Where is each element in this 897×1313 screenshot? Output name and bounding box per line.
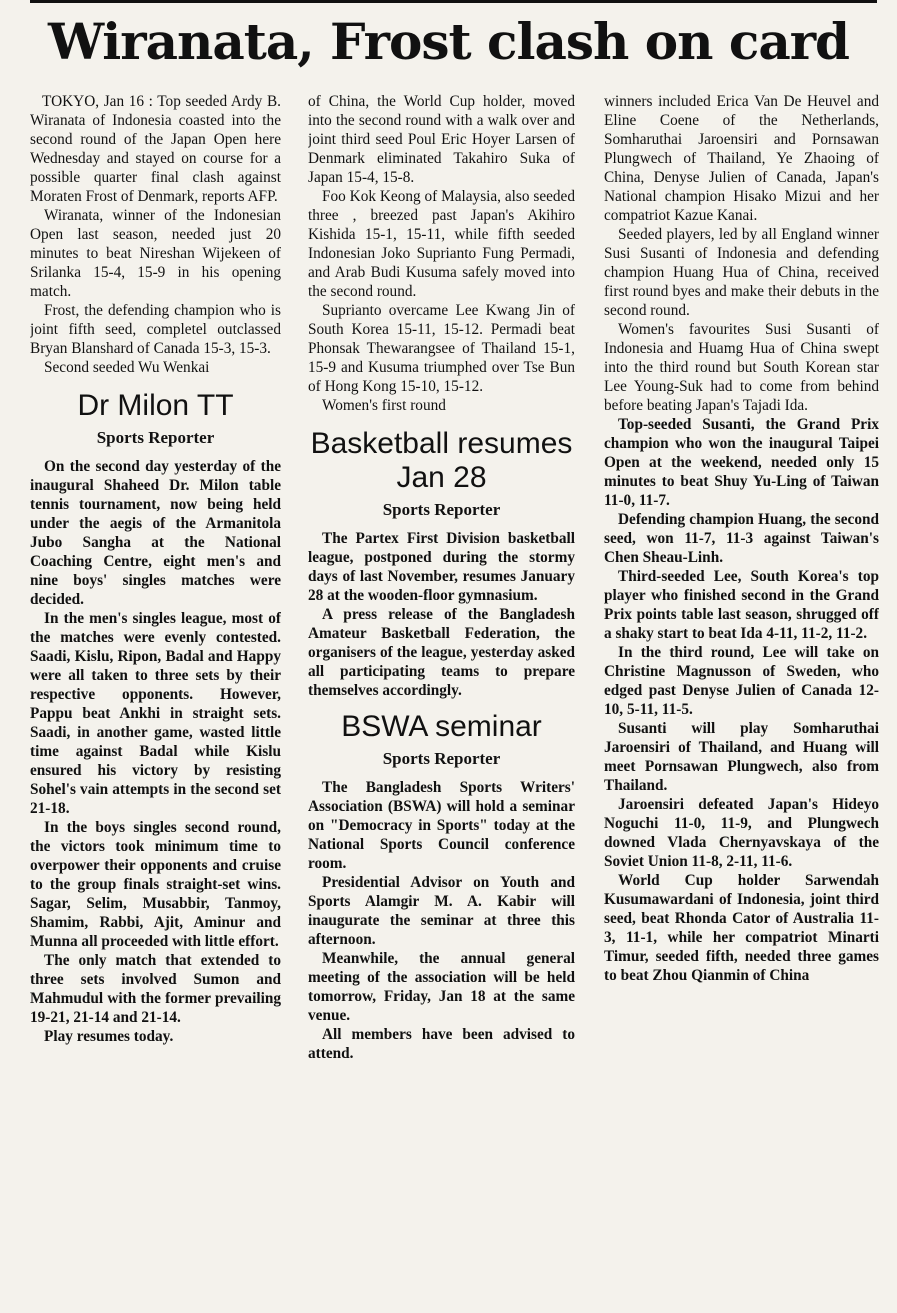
- article-paragraph: Frost, the defending champion who is joint fifth seed, completel outclassed Bryan Blanshard of Canada 15-3, 15-3.: [30, 302, 281, 357]
- article-paragraph: Foo Kok Keong of Malaysia, also seeded three , breezed past Japan's Akihiro Kishida 15-1, 15-11, while fifth seeded Indonesian Joko Suprianto Fung Permadi, and Arab Budi Kusuma safely moved into the second round.: [308, 188, 575, 300]
- article-paragraph: The Bangladesh Sports Writers' Association (BSWA) will hold a seminar on "Democracy in Sports" today at the National Sports Council conference room.: [308, 779, 575, 872]
- column-1: [30, 92, 281, 1295]
- milon-byline: Sports Reporter: [96, 428, 215, 447]
- article-paragraph: Wiranata, winner of the Indonesian Open last season, needed just 20 minutes to beat Nireshan Wijekeen of Srilanka 15-4, 15-9 in his opening match.: [30, 207, 281, 300]
- article-paragraph: The only match that extended to three sets involved Sumon and Mahmudul with the former prevailing 19-21, 21-14 and 21-14.: [30, 952, 281, 1026]
- article-paragraph: Suprianto overcame Lee Kwang Jin of South Korea 15-11, 15-12. Permadi beat Phonsak Thewarangsee of Thailand 15-1, 15-9 and Kusuma triumphed over Tse Bun of Hong Kong 15-10, 15-12.: [308, 302, 575, 395]
- article-paragraph: A press release of the Bangladesh Amateur Basketball Federation, the organisers of the league, yesterday asked all participating teams to prepare themselves accordingly.: [308, 606, 575, 699]
- bswa-byline: Sports Reporter: [382, 749, 501, 768]
- page-headline: Wiranata, Frost clash on card: [47, 12, 850, 71]
- article-paragraph: The Partex First Division basketball league, postponed during the stormy days of last November, resumes January 28 at the wooden-floor gymnasium.: [308, 530, 575, 604]
- article-paragraph: In the boys singles second round, the victors took minimum time to overpower their opponents and cruise to the group finals straight-set wins. Sagar, Selim, Musabbir, Tanmoy, Shamim, Rabbi, Ajit, Aminur and Munna all proceeded with little effort.: [30, 819, 281, 950]
- article-paragraph: Women's first round: [322, 397, 446, 414]
- milon-headline: Dr Milon TT: [77, 389, 234, 422]
- basketball-byline: Sports Reporter: [382, 500, 501, 519]
- bswa-headline: BSWA seminar: [341, 710, 542, 743]
- top-rule: [30, 0, 877, 3]
- article-paragraph: Meanwhile, the annual general meeting of the association will be held tomorrow, Friday, Jan 18 at the same venue.: [308, 950, 575, 1024]
- article-paragraph: Presidential Advisor on Youth and Sports Alamgir M. A. Kabir will inaugurate the seminar at three this afternoon.: [308, 874, 575, 948]
- article-paragraph: World Cup holder Sarwendah Kusumawardani of Indonesia, joint third seed, beat Rhonda Cator of Australia 11-3, 11-1, while her compatriot Minarti Timur, seeded fifth, needed three games to beat Zhou Qianmin of China: [604, 872, 879, 984]
- article-paragraph: Jaroensiri defeated Japan's Hideyo Noguchi 11-0, 11-9, and Plungwech downed Vlada Chernyavskaya of the Soviet Union 11-8, 2-11, 11-6.: [604, 796, 879, 870]
- article-paragraph: In the men's singles league, most of the matches were evenly contested. Saadi, Kislu, Ripon, Badal and Happy were all taken to three sets by their respective opponents. However, Pappu beat Ankhi in straight sets. Saadi, in another game, wasted little time against Badal while Kislu ensured his victory by resisting Sohel's vain attempts in the second set 21-18.: [30, 610, 281, 817]
- article-paragraph: Play resumes today.: [44, 1028, 174, 1045]
- article-paragraph: Women's favourites Susi Susanti of Indonesia and Huamg Hua of China swept into the third round but South Korean star Lee Young-Suk had to come from behind before beating Japan's Tajadi Ida.: [604, 321, 879, 414]
- column-3: [604, 92, 879, 1295]
- article-paragraph: Second seeded Wu Wenkai: [44, 359, 210, 376]
- article-paragraph: Top-seeded Susanti, the Grand Prix champion who won the inaugural Taipei Open at the weekend, needed only 15 minutes to beat Shuy Yu-Ling of Taiwan 11-0, 11-7.: [604, 416, 879, 509]
- basketball-headline: Basketball resumes Jan 28: [310, 427, 573, 494]
- article-paragraph: In the third round, Lee will take on Christine Magnusson of Sweden, who edged past Denyse Julien of Canada 12-10, 5-11, 11-5.: [604, 644, 879, 718]
- column-2: [308, 92, 575, 1295]
- article-paragraph: All members have been advised to attend.: [308, 1026, 575, 1062]
- article-paragraph: winners included Erica Van De Heuvel and Eline Coene of the Netherlands, Somharuthai Jaroensiri and Pornsawan Plungwech of Thailand, Ye Zhaoing of China, Denyse Julien of Canada, Japan's National champion Hisako Mizui and her compatriot Kazue Kanai.: [604, 93, 879, 224]
- article-paragraph: Third-seeded Lee, South Korea's top player who finished second in the Grand Prix points table last season, shrugged off a shaky start to beat Ida 4-11, 11-2, 11-2.: [604, 568, 879, 642]
- article-paragraph: On the second day yesterday of the inaugural Shaheed Dr. Milon table tennis tournament, now being held under the aegis of the Armanitola Jubo Sangha at the National Coaching Centre, eight men's and nine boys' singles matches were decided.: [30, 458, 281, 608]
- article-paragraph: Susanti will play Somharuthai Jaroensiri of Thailand, and Huang will meet Pornsawan Plungwech, also from Thailand.: [604, 720, 879, 794]
- article-paragraph: Seeded players, led by all England winner Susi Susanti of Indonesia and defending champion Huang Hua of China, received first round byes and make their debuts in the second round.: [604, 226, 879, 319]
- article-paragraph: Defending champion Huang, the second seed, won 11-7, 11-3 against Taiwan's Chen Sheau-Linh.: [604, 511, 879, 566]
- article-paragraph: TOKYO, Jan 16 : Top seeded Ardy B. Wiranata of Indonesia coasted into the second round of the Japan Open here Wednesday and stayed on course for a possible quarter final clash against Moraten Frost of Denmark, reports AFP.: [30, 93, 281, 205]
- article-paragraph: of China, the World Cup holder, moved into the second round with a walk over and joint third seed Poul Eric Hoyer Larsen of Denmark eliminated Takahiro Suka of Japan 15-4, 15-8.: [308, 93, 575, 186]
